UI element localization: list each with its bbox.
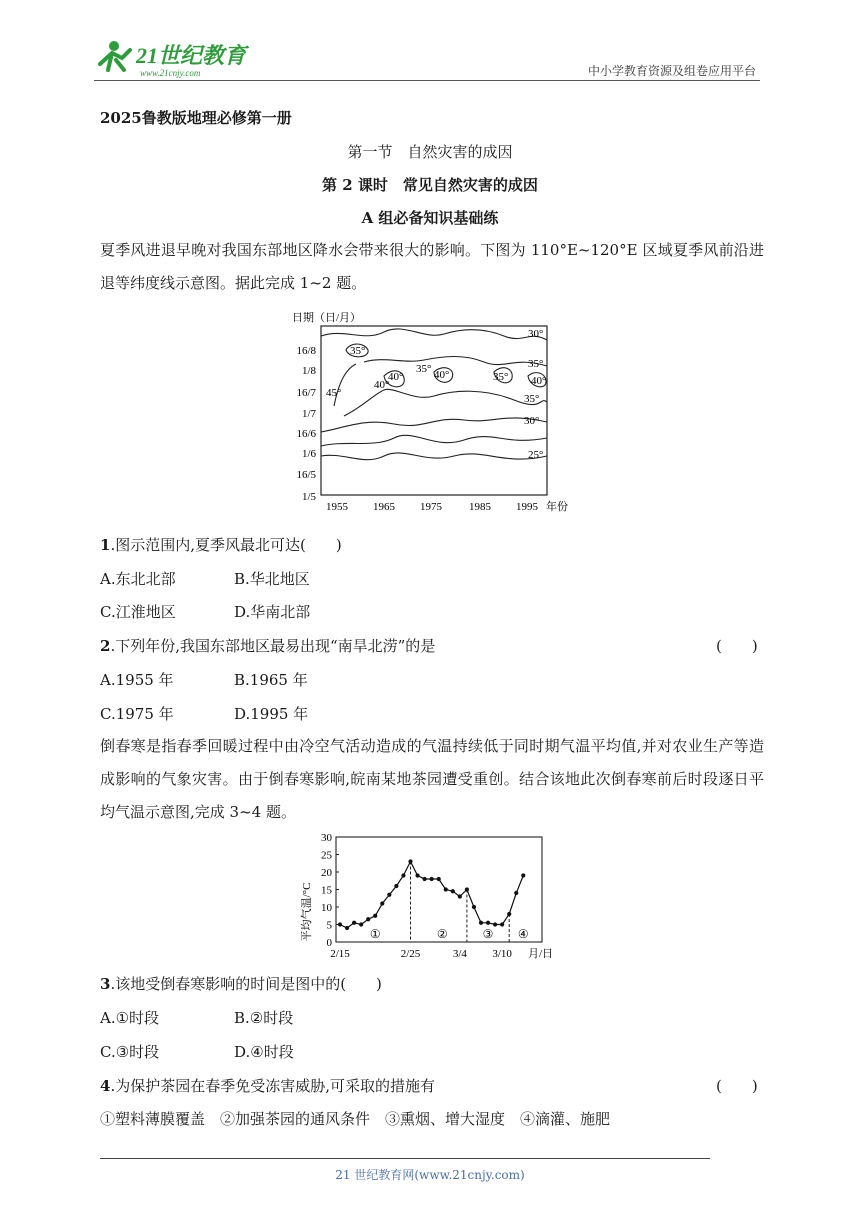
figure1-y-tick: 1/7: [301, 408, 316, 420]
contour-label: 35°: [524, 393, 540, 405]
figure1-x-tick: 1995: [516, 501, 538, 513]
header-right-text: 中小学教育资源及组卷应用平台: [587, 64, 756, 78]
header-divider: [94, 80, 760, 81]
q3-option-d[interactable]: D.④时段: [234, 1043, 294, 1061]
q2-option-a[interactable]: A.1955 年: [100, 671, 174, 689]
q1-option-a[interactable]: A.东北北部: [100, 570, 176, 588]
chart-data-point: [430, 877, 434, 881]
contour-label: 40°: [388, 371, 404, 383]
figure1-y-tick: 1/6: [301, 448, 316, 460]
q3-option-a[interactable]: A.①时段: [100, 1009, 160, 1027]
temperature-line-chart: [296, 832, 566, 964]
chart-data-point: [500, 922, 504, 926]
chart-data-point: [423, 877, 427, 881]
contour-30-lower: [321, 435, 547, 446]
chart-y-tick-label: 20: [321, 867, 332, 879]
figure1-x-tick: 1955: [326, 501, 348, 513]
figure1-x-tick: 1965: [373, 501, 395, 513]
contour-label: 40°: [374, 379, 390, 391]
chart-data-point: [451, 889, 455, 893]
contour-label: 35°: [493, 371, 509, 383]
chart-data-point: [465, 887, 469, 891]
q2-option-c[interactable]: C.1975 年: [100, 705, 174, 723]
chart-data-point: [352, 921, 356, 925]
contour-label: 30°: [524, 415, 540, 427]
contour-30-south: [321, 418, 547, 432]
chart-period-label: ②: [436, 927, 448, 941]
chart-y-label: 平均气温/°C: [301, 882, 313, 942]
chart-data-point: [521, 873, 525, 877]
chart-data-point: [401, 873, 405, 877]
intro-paragraph-2: 倒春寒是指春季回暖过程中由冷空气活动造成的气温持续低于同时期气温平均值,并对农业生产等造成影响的气象灾害。由于倒春寒影响,皖南某地茶园遭受重创。结合该地此次倒春寒前后时段逐日平均气温示意图,完成 3~4 题。: [100, 737, 764, 821]
contour-label: 35°: [528, 358, 544, 370]
chart-y-tick-label: 30: [321, 832, 332, 844]
footer-divider: [100, 1158, 710, 1159]
q4-measures: ①塑料薄膜覆盖 ②加强茶园的通风条件 ③熏烟、增大湿度 ④滴灌、施肥: [100, 1110, 611, 1128]
chart-y-tick-label: 25: [321, 849, 332, 862]
chart-data-point: [366, 917, 370, 921]
q2-answer-bracket[interactable]: ( ): [716, 637, 758, 655]
logo-text: 21世纪教育: [136, 43, 247, 68]
question-3-stem: 3.该地受倒春寒影响的时间是图中的( ): [100, 975, 382, 993]
figure1-y-tick: 16/5: [296, 469, 316, 481]
chart-data-point: [373, 914, 377, 918]
figure1-x-tick: 1985: [469, 501, 491, 513]
contour-label: 30°: [528, 328, 544, 340]
chart-data-point: [444, 887, 448, 891]
chart-data-point: [437, 877, 441, 881]
chart-data-point: [493, 922, 497, 926]
chart-y-tick-label: 5: [326, 919, 332, 932]
chart-data-point: [458, 894, 462, 898]
figure1-y-tick: 16/8: [296, 345, 316, 357]
site-logo: [94, 36, 264, 82]
contour-25: [321, 453, 547, 460]
chart-data-point: [338, 922, 342, 926]
figure1-y-title: 日期（日/月）: [292, 312, 362, 324]
lesson-title: 第 2 课时 常见自然灾害的成因: [322, 176, 538, 194]
question-4-stem: 4.为保护茶园在春季免受冻害威胁,可采取的措施有: [100, 1077, 435, 1095]
chart-data-point: [345, 926, 349, 930]
chart-data-point: [415, 873, 419, 877]
q3-option-c[interactable]: C.③时段: [100, 1043, 160, 1061]
chart-data-point: [479, 921, 483, 925]
runner-body-icon: [100, 50, 130, 70]
q2-option-d[interactable]: D.1995 年: [234, 705, 309, 723]
footer-text: 21 世纪教育网(www.21cnjy.com): [335, 1168, 525, 1182]
chart-x-tick-label: 3/10: [492, 948, 512, 960]
contour-label: 35°: [350, 345, 366, 357]
question-1-stem: 1.图示范围内,夏季风最北可达( ): [100, 536, 342, 554]
q3-option-b[interactable]: B.②时段: [234, 1009, 294, 1027]
chart-data-point: [408, 859, 412, 863]
q4-answer-bracket[interactable]: ( ): [716, 1077, 758, 1095]
chart-y-tick-label: 15: [321, 884, 332, 897]
chart-data-point: [387, 893, 391, 897]
q1-option-b[interactable]: B.华北地区: [234, 570, 310, 588]
chart-data-point: [486, 921, 490, 925]
chart-data-point: [359, 922, 363, 926]
q1-option-c[interactable]: C.江淮地区: [100, 603, 176, 621]
chart-x-label: 月/日: [528, 948, 554, 960]
intro-paragraph-1: 夏季风进退早晚对我国东部地区降水会带来很大的影响。下图为 110°E~120°E 区域夏季风前沿进退等纬度线示意图。据此完成 1~2 题。: [100, 241, 764, 292]
question-2-stem: 2.下列年份,我国东部地区最易出现“南旱北涝”的是: [100, 637, 436, 655]
contour-label: 40°: [531, 375, 547, 387]
chart-period-label: ③: [482, 927, 494, 941]
chart-data-point: [472, 905, 476, 909]
contour-30-north: [321, 329, 547, 340]
figure1-x-unit: 年份: [546, 501, 568, 513]
book-title: 2025鲁教版地理必修第一册: [100, 109, 292, 127]
chart-data-point: [507, 912, 511, 916]
figure1-y-tick: 1/5: [301, 491, 316, 503]
chart-data-point: [380, 901, 384, 905]
logo-url: www.21cnjy.com: [140, 68, 201, 78]
q1-option-d[interactable]: D.华南北部: [234, 603, 311, 621]
q2-option-b[interactable]: B.1965 年: [234, 671, 308, 689]
monsoon-contour-figure: [284, 306, 574, 516]
contour-label: 25°: [528, 449, 544, 461]
runner-head-icon: [109, 41, 119, 51]
chart-data-point: [514, 891, 518, 895]
group-title: A 组必备知识基础练: [361, 209, 499, 227]
section-title: 第一节 自然灾害的成因: [347, 143, 513, 161]
contour-45: [334, 364, 356, 406]
figure1-y-tick: 1/8: [301, 365, 316, 377]
contour-label: 40°: [434, 369, 450, 381]
chart-x-tick-label: 2/25: [400, 948, 421, 960]
contour-label: 45°: [326, 387, 342, 399]
contour-35-lower: [344, 389, 547, 416]
chart-x-tick-label: 2/15: [330, 948, 350, 960]
figure1-y-tick: 16/6: [296, 428, 316, 440]
contour-label: 35°: [416, 363, 432, 375]
contour-35-upper: [364, 357, 547, 367]
chart-data-point: [394, 884, 398, 888]
figure1-y-tick: 16/7: [296, 387, 316, 399]
chart-y-tick-label: 0: [326, 937, 332, 949]
chart-x-tick-label: 3/4: [452, 948, 467, 960]
chart-y-tick-label: 10: [321, 902, 332, 914]
figure1-x-tick: 1975: [420, 501, 442, 513]
chart-period-label: ④: [517, 927, 529, 941]
chart-period-label: ①: [369, 927, 381, 941]
